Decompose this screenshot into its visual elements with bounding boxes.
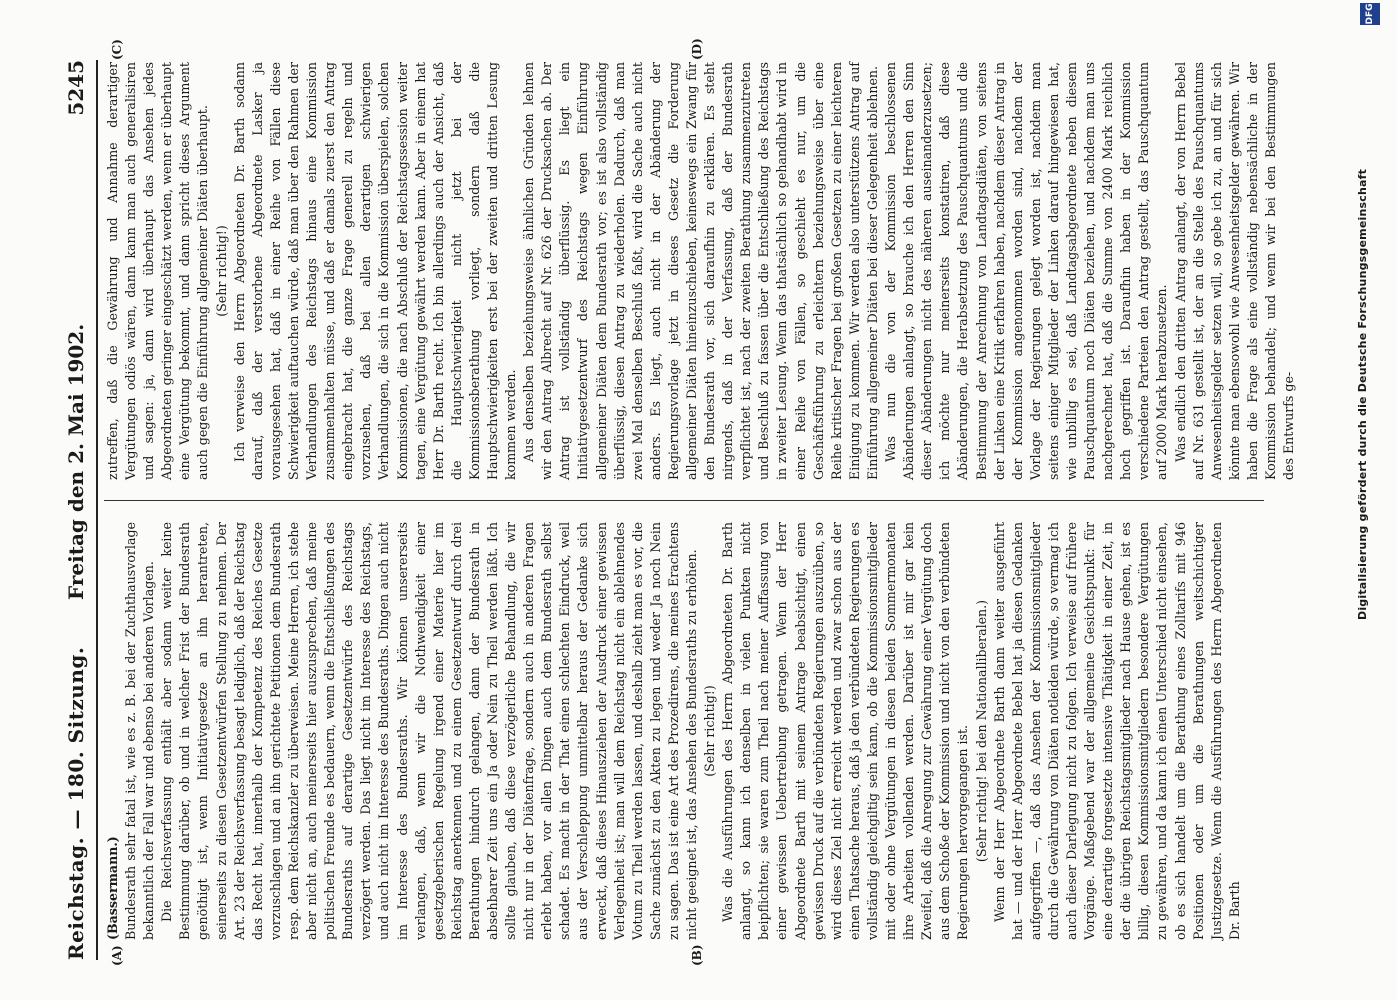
paragraph: Was die Ausführungen des Herrn Abgeordneten Dr. Barth anlangt, so kann ich denselben in vielen Punkten nicht beipflichten; sie waren zum Theil nach meiner Auffassung von einer gewissen Uebertreibung getragen. Wenn der Herr Abgeordnete Barth mit seinem Antrage beabsichtigt, einen gewissen Druck auf die verbündeten Regierungen auszuüben, so wird dieses Ziel nicht erreicht werden und zwar schon aus der einen Thatsache heraus, daß ja den verbündeten Regierungen es vollständig gleichgiltig sein kann, ob die Kommissionsmitglieder mit oder ohne Vergütungen in diesen beiden Sommermonaten ihre Arbeiten vollenden werden. Darüber ist mir gar kein Zweifel, daß die Anregung zur Gewährung einer Vergütung doch aus dem Schoße der Kommission und nicht von den verbündeten Regierungen hervorgegangen ist. — [720, 522, 971, 940]
speaker-label — [104, 522, 122, 940]
digitization-credit: Digitalisierung gefördert durch die Deutsche Forschungsgemeinschaft — [1356, 168, 1369, 620]
speaker-name: (Bassermann.) — [105, 836, 120, 940]
interjection: (Sehr richtig! bei den Nationalliberalen.) — [973, 599, 989, 863]
margin-mark-d: (D) — [690, 38, 704, 60]
header-session: Reichstag. — 180. Sitzung. — [64, 646, 88, 960]
paragraph: Bundesrath sehr fatal ist, wie es z. B. bei der Zuchthausvorlage bekanntlich der Fall war und ebenso bei anderen Vorlagen. — [123, 522, 157, 940]
paragraph: Aus denselben beziehungsweise ähnlichen Gründen lehnen wir den Antrag Albrecht auf Nr. 626 der Drucksachen ab. Der Antrag ist vollständig überflüssig. Es liegt ein Initiativgesetzentwurf des Reichstags wegen Einführung allgemeiner Diäten dem Bundesrath vor; es ist also vollständig überflüssig, diesen Antrag zu wiederholen. Dadurch, daß man zwei Mal denselben Beschluß faßt, wird die Sache auch nicht anders. Es liegt, auch nicht in der Abänderung der Regierungsvorlage jetzt in dieses Gesetz die Forderung allgemeiner Diäten hineinzuschieben, keineswegs ein Zwang für den Bundesrath vor, sich daraufhin zu erklären. Es steht nirgends, daß in der Verfassung, daß der Bundesrath verpflichtet ist, nach der zweiten Berathung zusammenzutreten und Beschluß zu fassen über die Entschließung des Reichstags in zweiter Lesung. Wenn das thatsächlich so gehandhabt wird in einer Reihe von Fällen, so geschieht es nur, um die Geschäftsführung zu erleichtern beziehungsweise über eine Reihe kritischer Fragen bei großen Gesetzen zu einer leichteren Einigung zu kommen. Wir werden also unterstützens Antrag auf Einführung allgemeiner Diäten bei dieser Gelegenheit ablehnen. — [521, 62, 880, 480]
margin-mark-c: (C) — [110, 39, 124, 60]
paragraph: Die Reichsverfassung enthält aber sodann weiter keine Bestimmung darüber, ob und in welcher Frist der Bundesrath genöthigt ist, wenn Initiativgesetze an ihn herantreten, seinerseits zu diesen Gesetzentwürfen Stellung zu nehmen. Der Art. 23 der Reichsverfassung besagt lediglich, daß der Reichstag das Recht hat, innerhalb der Kompetenz des Reiches Gesetze vorzuschlagen und an ihn gerichtete Petitionen dem Bundesrath resp. dem Reichskanzler zu überweisen. Meine Herren, ich stehe aber nicht an, auch meinerseits hier auszusprechen, daß meine politischen Freunde es bedauern, wenn die Entschließungen des Bundesraths auf derartige Gesetzentwürfe des Reichstags verzögert werden. Das liegt nicht im Interesse des Reichstags, und auch nicht im Interesse des Bundesraths. Dingen auch nicht im Interesse des Bundesraths. Wir können unsererseits verlangen, daß, wenn wir die Nothwendigkeit einer gesetzgeberischen Regelung irgend einer Materie hier im Reichstag anerkennen und zu einem Gesetzentwurf durch drei Berathungen hindurch gelangen, dann der Bundesrath in absehbarer Zeit uns ein Ja oder Nein zu Theil werden läßt. Ich sollte glauben, daß diese verzögerliche Behandlung, die wir nicht nur in der Diätenfrage, sondern auch in anderen Fragen erlebt haben, vor allen Dingen auch dem Bundesrath selbst schadet. Es macht in der That einen schlechten Eindruck, weil aus der Verschleppung unmittelbar heraus der Gedanke sich erweckt, daß dieses Hinausziehen der Ausdruck einer gewissen Verlegenheit ist; man will dem Reichstag nicht ein ablehnendes Votum zu Theil werden lassen, und deshalb zieht man es vor, die Sache zunächst zu den Akten zu legen und weder Ja noch Nein zu sagen. Das ist eine Art des Prozedirens, die meines Erachtens nicht geeignet ist, das Ansehen des Bundesraths zu erhöhen. — [159, 522, 699, 940]
paragraph: zutreffen, daß die Gewährung und Annahme derartiger Vergütungen odiös wären, dann kann man auch generalisiren und sagen: ja, dann wird überhaupt das Ansehen jedes Abgeordneten geringer eingeschätzt werden, wenn er überhaupt eine Vergütung bekommt, und dann spricht dieses Argument auch gegen die Einführung allgemeiner Diäten überhaupt. — [105, 62, 211, 480]
header-rule — [96, 60, 98, 960]
column-divider — [104, 500, 1264, 501]
right-column — [104, 62, 1297, 480]
interjection: (Sehr richtig!) — [213, 225, 229, 317]
page-number: 5245 — [64, 60, 88, 116]
page-header — [58, 60, 94, 960]
paragraph: Ich verweise den Herrn Abgeordneten Dr. Barth sodann darauf, daß der verstorbene Abgeordnete Lasker ja vorausgesehen hat, daß in einer Reihe von Fällen diese Schwierigkeit auftauchen würde, daß man über den Rahmen der Verhandlungen des Reichstags hinaus eine Kommission zusammenhalten müsse, und daß er damals zuerst den Antrag eingebracht hat, die ganze Frage generell zu regeln und vorzusehen, daß bei allen derartigen schwierigen Verhandlungen, die sich in die Kommission überspielen, solchen Kommissionen, die nach Abschluß der Reichstagssession weiter tagen, eine Vergütung gewährt werden kann. Aber in einem hat Herr Dr. Barth recht. Ich bin allerdings auch der Ansicht, daß die Hauptschwierigkeit nicht jetzt bei der Kommissionsberathung vorliegt, sondern daß die Hauptschwierigkeiten erst bei der zweiten und dritten Lesung kommen werden. — [231, 62, 519, 480]
margin-mark-b: (B) — [690, 944, 704, 966]
margin-mark-a: (A) — [110, 945, 124, 966]
paragraph: Wenn der Herr Abgeordnete Barth dann weiter ausgeführt hat — und der Herr Abgeordnete Bebel hat ja diesen Gedanken aufgegriffen —, daß das Ansehen der Kommissionsmitglieder durch die Gewährung von Diäten notleiden würde, so vermag ich auch dieser Darlegung nicht zu folgen. Ich verweise auf frühere Vorgänge. Maßgebend war der allgemeine Gesichtspunkt: für eine derartige forgesetzte intensive Thätigkeit in einer Zeit, in der die übrigen Reichstagsmitglieder nach Hause gehen, ist es billig, diesen Kommissionsmitgliedern besondere Vergütungen zu gewähren, und da kann ich einen Unterschied nicht einsehen, ob es sich handelt um die Berathung eines Zolltarifs mit 946 Positionen oder um die Berathungen weitschichtiger Justizgesetze. Wenn die Ausführungen des Herrn Abgeordneten Dr. Barth — [991, 522, 1242, 940]
header-date: Freitag den 2. Mai 1902. — [64, 323, 88, 600]
interjection: (Sehr richtig!) — [702, 685, 718, 777]
paragraph: Was endlich den dritten Antrag anlangt, der von Herrn Bebel auf Nr. 631 gestellt ist, der an die Stelle des Pauschquantums Anwesenheitsgelder setzen will, so gebe ich zu, an und für sich könnte man ebensowohl wie Anwesenheitsgelder gewähren. Wir haben die Frage als eine vollständig nebensächliche in der Kommission behandelt; und wenn wir bei den Bestimmungen des Entwurfs ge- — [1172, 62, 1297, 480]
left-column — [104, 522, 1264, 940]
paragraph: Was nun die von der Kommission beschlossenen Abänderungen anlangt, so brauche ich den Herren den Sinn dieser Abänderungen nicht des näheren auseinanderzusetzen; ich möchte nur meinerseits konstatiren, daß diese Abänderungen, die Herabsetzung des Pauschquantums und die Bestimmung der Anrechnung von Landtagsdiäten, von seitens der Linken eine Kritik erfahren haben, nachdem dieser Antrag in der Kommission angenommen worden sind, nachdem der Vorlage der Regierungen gelegt worden ist, nachdem man seitens einiger Mitglieder der Linken darauf hingewiesen hat, wie unbillig es sei, daß Landtagsabgeordnete neben diesem Pauschquantum noch Diäten beziehen, und nachdem man uns nachgerechnet hat, daß die Summe von 2400 Mark reichlich hoch gegriffen ist. Daraufhin haben in der Kommission verschiedene Parteien den Antrag gestellt, das Pauschquantum auf 2000 Mark herabzusetzen. — [883, 62, 1170, 480]
dfg-logo: DFG — [1360, 3, 1380, 25]
